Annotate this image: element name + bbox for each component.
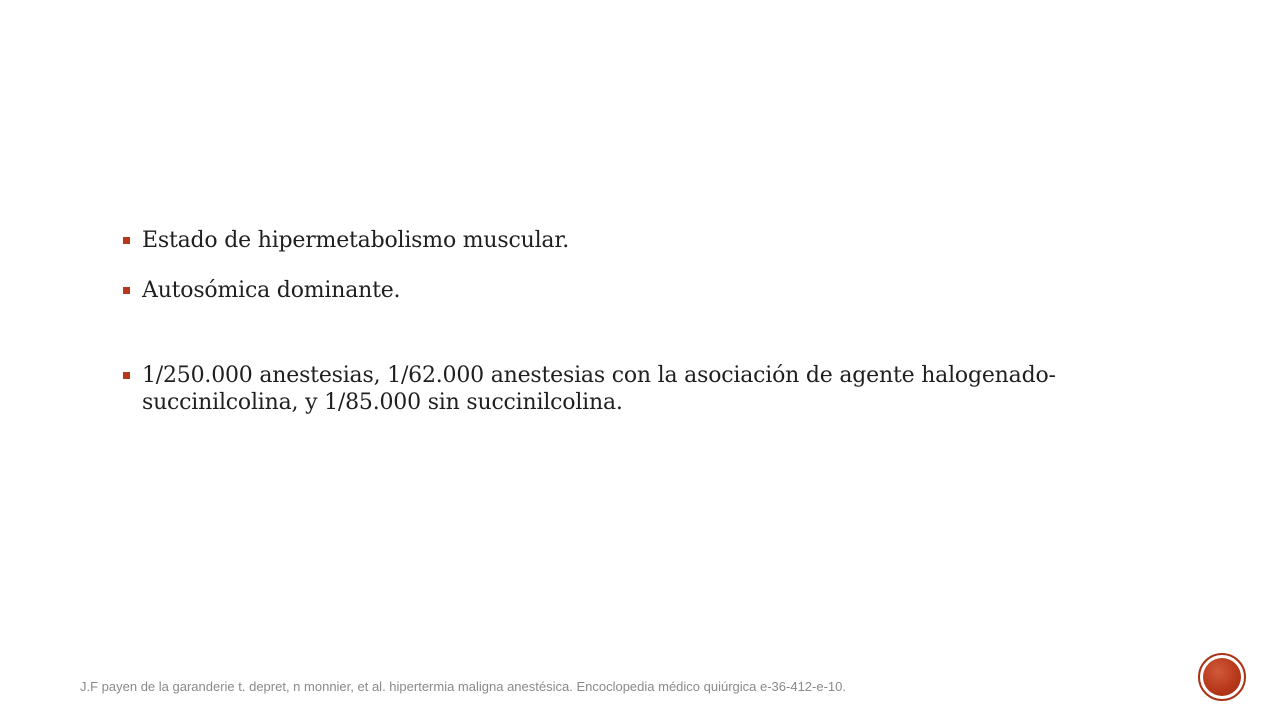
slide-number-badge-icon [1198,653,1246,701]
bullet-item [120,362,1170,416]
square-bullet-icon [123,237,130,244]
bullet-text: Estado de hipermetabolismo muscular. [142,228,570,253]
bullet-item [120,277,1170,304]
bullet-item [120,227,1170,254]
bullet-text: 1/250.000 anestesias, 1/62.000 anestesias con la asociación de agente halogenado-succinilcolina, y 1/85.000 sin succinilcolina. [142,363,1056,415]
citation-footnote: J.F payen de la garanderie t. depret, n monnier, et al. hipertermia maligna anestésica. Encoclopedia médico quiúrgica e-36-412-e-10. [80,679,846,694]
square-bullet-icon [123,287,130,294]
bullet-text: Autosómica dominante. [142,278,401,303]
bullet-list [120,227,1170,416]
badge-inner-circle [1203,658,1241,696]
square-bullet-icon [123,372,130,379]
